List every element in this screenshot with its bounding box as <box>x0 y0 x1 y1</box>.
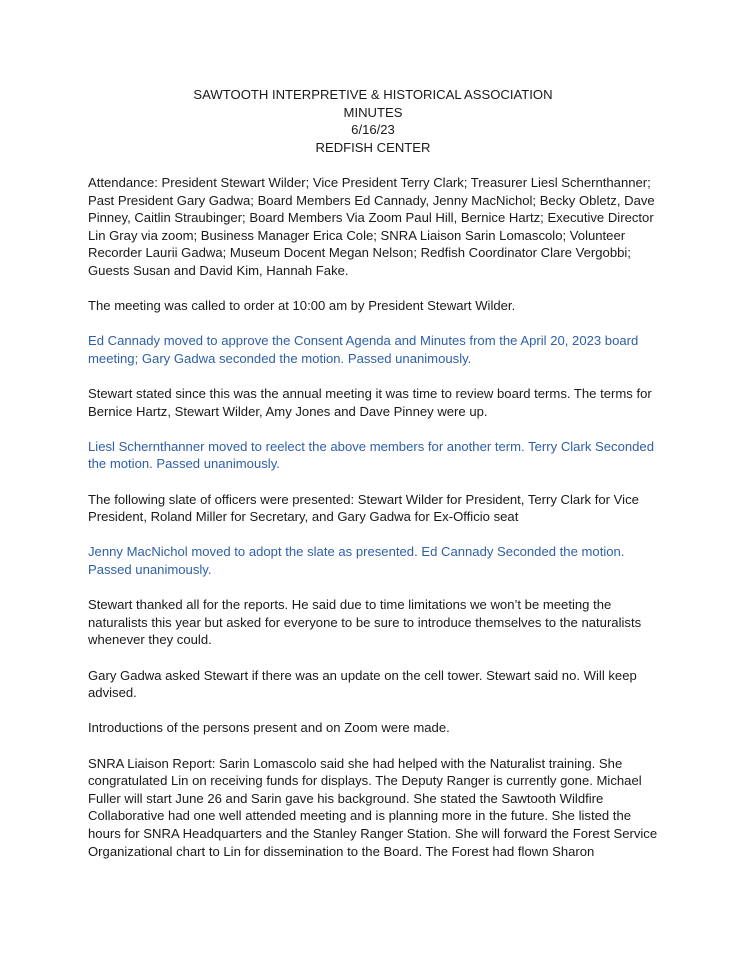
reports-paragraph: Stewart thanked all for the reports. He said due to time limitations we won’t be meeting the naturalists this year but asked for everyone to be sure to introduce themselves to the naturalists whenever they could. <box>88 597 642 648</box>
motion-consent-agenda: Ed Cannady moved to approve the Consent Agenda and Minutes from the April 20, 2023 board meeting; Gary Gadwa seconded the motion. Passed unanimously. <box>88 333 639 366</box>
snra-liaison-report-paragraph: SNRA Liaison Report: Sarin Lomascolo said she had helped with the Naturalist training. She congratulated Lin on receiving funds for displays. The Deputy Ranger is currently gone. Michael Fuller will start June 26 and Sarin gave his background. She stated the Sawtooth Wildfire Collaborative had one well attended meeting and is planning more in the future. She listed the hours for SNRA Headquarters and the Stanley Ranger Station. She will forward the Forest Service Organizational chart to Lin for dissemination to the Board. The Forest had flown Sharon <box>88 755 658 859</box>
board-terms-paragraph: Stewart stated since this was the annual meeting it was time to review board terms. The terms for Bernice Hartz, Stewart Wilder, Amy Jones and Dave Pinney were up. <box>88 386 652 419</box>
cell-tower-paragraph: Gary Gadwa asked Stewart if there was an update on the cell tower. Stewart said no. Will keep advised. <box>88 667 637 701</box>
introductions-paragraph: Introductions of the persons present and on Zoom were made. <box>88 720 450 736</box>
document-type: MINUTES <box>343 104 403 120</box>
meeting-date: 6/16/23 <box>351 122 395 138</box>
attendance-paragraph: Attendance: President Stewart Wilder; Vice President Terry Clark; Treasurer Liesl Schernthanner; Past President Gary Gadwa; Board Members Ed Cannady, Jenny MacNichol; Becky Obletz, Dave Pinney, Caitlin Straubinger; Board Members Via Zoom Paul Hill, Bernice Hartz; Executive Director Lin Gray via zoom; Business Manager Erica Cole; SNRA Liaison Sarin Lomascolo; Volunteer Recorder Laurii Gadwa; Museum Docent Megan Nelson; Redfish Coordinator Clare Vergobbi; Guests Susan and David Kim, Hannah Fake. <box>88 174 655 278</box>
motion-reelect-members: Liesl Schernthanner moved to reelect the above members for another term. Terry Clark Seconded the motion. Passed unanimously. <box>88 438 654 472</box>
meeting-location: REDFISH CENTER <box>315 139 431 155</box>
officer-slate-paragraph: The following slate of officers were presented: Stewart Wilder for President, Terry Clark for Vice President, Roland Miller for Secretary, and Gary Gadwa for Ex-Officio seat <box>88 491 639 525</box>
call-to-order-paragraph: The meeting was called to order at 10:00 am by President Stewart Wilder. <box>88 298 516 314</box>
motion-adopt-slate: Jenny MacNichol moved to adopt the slate as presented. Ed Cannady Seconded the motion. Passed unanimously. <box>88 544 625 578</box>
organization-name: SAWTOOTH INTERPRETIVE & HISTORICAL ASSOCIATION <box>193 87 553 102</box>
document-header <box>88 86 658 156</box>
